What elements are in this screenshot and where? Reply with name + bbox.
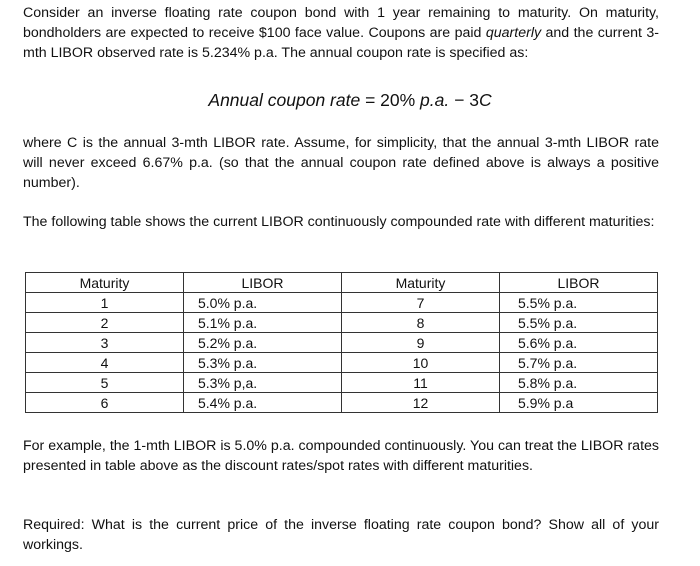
intro-tail-text: and the current 3-mth LIBOR observed rate is 5.234% p.a. The annual coupon rate is specified as: <box>23 25 659 61</box>
maturity-cell: 10 <box>342 353 500 373</box>
formula-equals: = <box>360 90 381 110</box>
coupon-formula <box>0 88 700 112</box>
maturity-cell: 2 <box>26 313 184 333</box>
libor-cell: 5.1% p.a. <box>184 313 342 333</box>
assumption-paragraph: where C is the annual 3-mth LIBOR rate. Assume, for simplicity, that the annual 3-mth LIBOR rate will never exceed 6.67% p.a. (so that the annual coupon rate defined above is always a positive number). <box>23 135 659 191</box>
maturity-cell: 12 <box>342 393 500 413</box>
required-paragraph: Required: What is the current price of the inverse floating rate coupon bond? Show all of your workings. <box>23 517 659 553</box>
table-row <box>26 353 658 373</box>
header-libor-1: LIBOR <box>184 273 342 293</box>
libor-cell: 5.8% p.a. <box>500 373 658 393</box>
maturity-cell: 7 <box>342 293 500 313</box>
formula-variable: C <box>478 90 492 110</box>
formula-unit: p.a. <box>420 90 450 110</box>
maturity-cell: 3 <box>26 333 184 353</box>
formula-lhs: Annual coupon rate <box>208 90 361 110</box>
table-row <box>26 293 658 313</box>
maturity-cell: 9 <box>342 333 500 353</box>
table-row <box>26 333 658 353</box>
formula-rate: 20% <box>380 90 421 110</box>
table-intro-paragraph: The following table shows the current LIBOR continuously compounded rate with different maturities: <box>23 214 655 230</box>
maturity-cell: 11 <box>342 373 500 393</box>
libor-cell: 5.4% p.a. <box>184 393 342 413</box>
maturity-cell: 4 <box>26 353 184 373</box>
maturity-cell: 8 <box>342 313 500 333</box>
libor-cell: 5.9% p.a <box>500 393 658 413</box>
intro-emphasis: quarterly <box>485 25 542 41</box>
libor-cell: 5.2% p.a. <box>184 333 342 353</box>
libor-cell: 5.5% p.a. <box>500 293 658 313</box>
libor-cell: 5.0% p.a. <box>184 293 342 313</box>
maturity-cell: 5 <box>26 373 184 393</box>
libor-cell: 5.5% p.a. <box>500 313 658 333</box>
formula-minus: − 3 <box>449 90 479 110</box>
table-header-row <box>26 273 658 293</box>
header-maturity-1: Maturity <box>26 273 184 293</box>
header-libor-2: LIBOR <box>500 273 658 293</box>
libor-cell: 5.3% p,a. <box>184 373 342 393</box>
header-maturity-2: Maturity <box>342 273 500 293</box>
libor-cell: 5.7% p.a. <box>500 353 658 373</box>
libor-cell: 5.3% p.a. <box>184 353 342 373</box>
table-row <box>26 313 658 333</box>
example-paragraph: For example, the 1-mth LIBOR is 5.0% p.a. compounded continuously. You can treat the LIBOR rates presented in table above as the discount rates/spot rates with different maturities. <box>23 438 659 474</box>
libor-rates-table <box>25 272 658 413</box>
table-row <box>26 373 658 393</box>
intro-text: Consider an inverse floating rate coupon bond with 1 year remaining to maturity. On maturity, bondholders are expected to receive $100 face value. Coupons are paid <box>23 5 659 41</box>
libor-cell: 5.6% p.a. <box>500 333 658 353</box>
maturity-cell: 1 <box>26 293 184 313</box>
table-row <box>26 393 658 413</box>
maturity-cell: 6 <box>26 393 184 413</box>
intro-paragraph <box>23 3 659 63</box>
